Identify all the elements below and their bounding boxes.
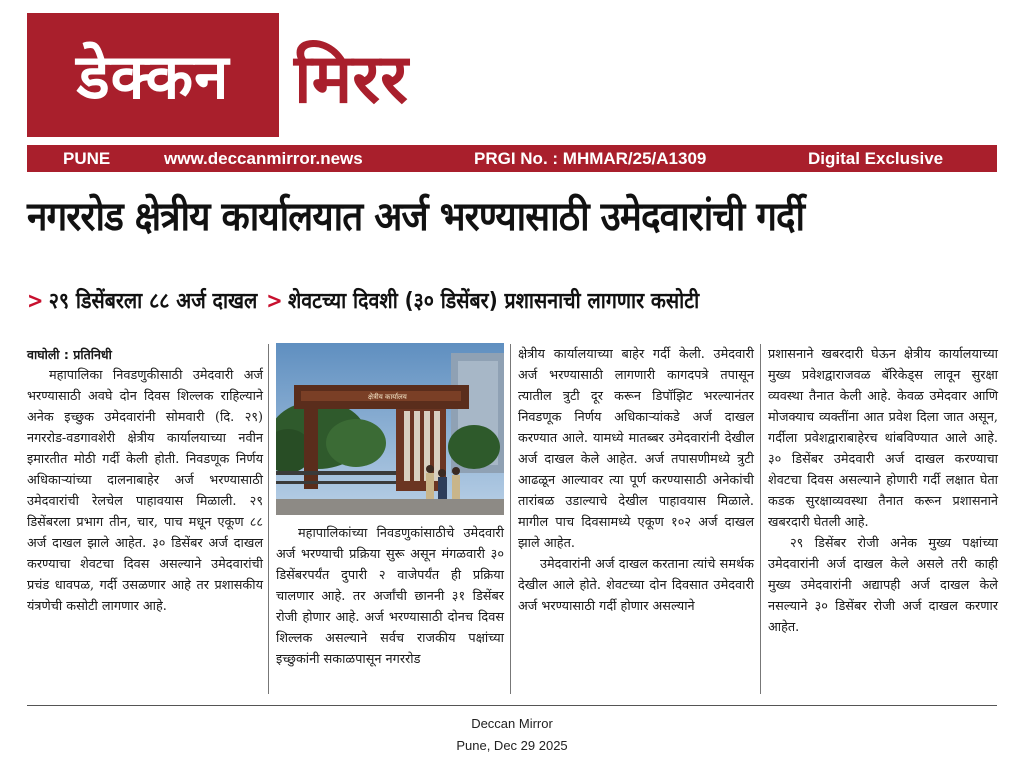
prgi-number: PRGI No. : MHMAR/25/A1309: [474, 149, 707, 168]
article-column-1: [27, 344, 263, 617]
website-link[interactable]: www.deccanmirror.news: [164, 149, 363, 168]
article-column-4: [768, 344, 998, 638]
article-paragraph: प्रशासनाने खबरदारी घेऊन क्षेत्रीय कार्यालयाच्या मुख्य प्रवेशद्वाराजवळ बॅरिकेड्स लावून सुरक्षा व्यवस्था तैनात केली आहे. केवळ उमेदवार आणि मोजक्याच व्यक्तींना आत प्रवेश दिला जात असून, गर्दीला प्रवेशद्वाराबाहेरच थांबविण्यात आले आहे. ३० डिसेंबर उमेदवारी अर्ज दाखल करण्याचा शेवटचा दिवस असल्याने होणारी गर्दी लक्षात घेता कडक सुरक्षाव्यवस्था तैनात करून प्रशासनाने खबरदारी घेतली आहे.: [768, 347, 998, 530]
article-paragraph: क्षेत्रीय कार्यालयाच्या बाहेर गर्दी केली. उमेदवारी अर्ज भरण्यासाठी लागणारी कागदपत्रे तपासून त्यातील त्रुटी दूर करून डिपॉझिट भरल्यानंतर निवडणूक निर्णय अधिकाऱ्यांकडे अर्ज दाखल करण्यात आले. यामध्ये मातब्बर उमेदवारांनी देखील अर्ज दाखल केले आहेत. अर्ज तपासणीमध्ये त्रुटी आढळून आल्यावर त्या पूर्ण करण्यासाठी अनेकांची तारांबळ उडाल्याचे देखील पाहावयास मिळाले. मागील पाच दिवसामध्ये एकूण १०२ अर्ज दाखल झाले आहेत.: [518, 347, 754, 551]
article-paragraph: उमेदवारांनी अर्ज दाखल करताना त्यांचे समर्थक देखील आले होते. शेवटच्या दोन दिवसात उमेदवारी अर्ज भरण्यासाठी गर्दी होणार असल्याने: [518, 557, 754, 614]
subheads: [27, 286, 899, 318]
footer-rule: [27, 705, 997, 706]
column-divider: [510, 344, 511, 694]
office-building-photo: [276, 343, 504, 515]
masthead-title-suffix: मिरर: [294, 39, 408, 119]
article-column-2: [276, 523, 504, 670]
column-divider: [268, 344, 269, 694]
article-paragraph: महापालिकांच्या निवडणुकांसाठीचे उमेदवारी अर्ज भरण्याची प्रक्रिया सुरू असून मंगळवारी ३० डिसेंबरपर्यंत दुपारी २ वाजेपर्यंत ही प्रक्रिया चालणार आहे. तर अर्जांची छाननी ३१ डिसेंबर रोजी होणार आहे. अर्ज भरण्यासाठी दोनच दिवस शिल्लक असल्याने सर्वच राजकीय पक्षांच्या इच्छुकांनी सकाळपासून नगररोड: [276, 526, 504, 667]
article-column-3: [518, 344, 754, 617]
article-paragraph: २९ डिसेंबर रोजी अनेक मुख्य पक्षांच्या उमेदवारांनी अर्ज दाखल केले असले तरी काही मुख्य उमेदवारांनी अद्यापही अर्ज दाखल केले नसल्याने ३० डिसेंबर रोजी अर्ज दाखल करणार आहेत.: [768, 536, 998, 635]
byline: वाघोली : प्रतिनिधी: [27, 347, 112, 362]
chevron-right-icon: >: [266, 289, 283, 314]
masthead-title: डेक्कन: [76, 40, 230, 113]
subhead-2: शेवटच्या दिवशी (३० डिसेंबर) प्रशासनाची लागणार कसोटी: [287, 289, 700, 314]
column-divider: [760, 344, 761, 694]
info-bar: [27, 145, 997, 172]
footer-dateline: Pune, Dec 29 2025: [456, 738, 568, 753]
masthead-logo: [27, 13, 279, 137]
signboard-text: क्षेत्रीय कार्यालय: [368, 393, 407, 401]
subhead-1: २९ डिसेंबरला ८८ अर्ज दाखल: [48, 289, 258, 314]
footer-publication: Deccan Mirror: [471, 716, 553, 731]
headline: नगररोड क्षेत्रीय कार्यालयात अर्ज भरण्यासाठी उमेदवारांची गर्दी: [27, 194, 805, 240]
city-label: PUNE: [63, 149, 111, 168]
chevron-right-icon: >: [27, 289, 44, 314]
edition-label: Digital Exclusive: [808, 149, 944, 168]
article-paragraph: महापालिका निवडणुकीसाठी उमेदवारी अर्ज भरण्यासाठी अवघे दोन दिवस शिल्लक राहिल्याने अनेक इच्छुक उमेदवारांनी सोमवारी (दि. २९) नगररोड-वडगावशेरी क्षेत्रीय कार्यालयाच्या नवीन इमारतीत मोठी गर्दी केली होती. निवडणूक निर्णय अधिकाऱ्यांच्या दालनाबाहेर अर्ज भरण्यासाठी उमेदवारांची रेलचेल पाहावयास मिळाली. २९ डिसेंबरला प्रभाग तीन, चार, पाच मधून एकूण ८८ अर्ज दाखल झाले आहेत. ३० डिसेंबर अर्ज दाखल करण्याचा शेवटचा दिवस असल्याने उमेदवारांची प्रचंड धावपळ, गर्दी उसळणार आहे तर प्रशासकीय यंत्रणेची कसोटी लागणार आहे.: [27, 368, 263, 614]
